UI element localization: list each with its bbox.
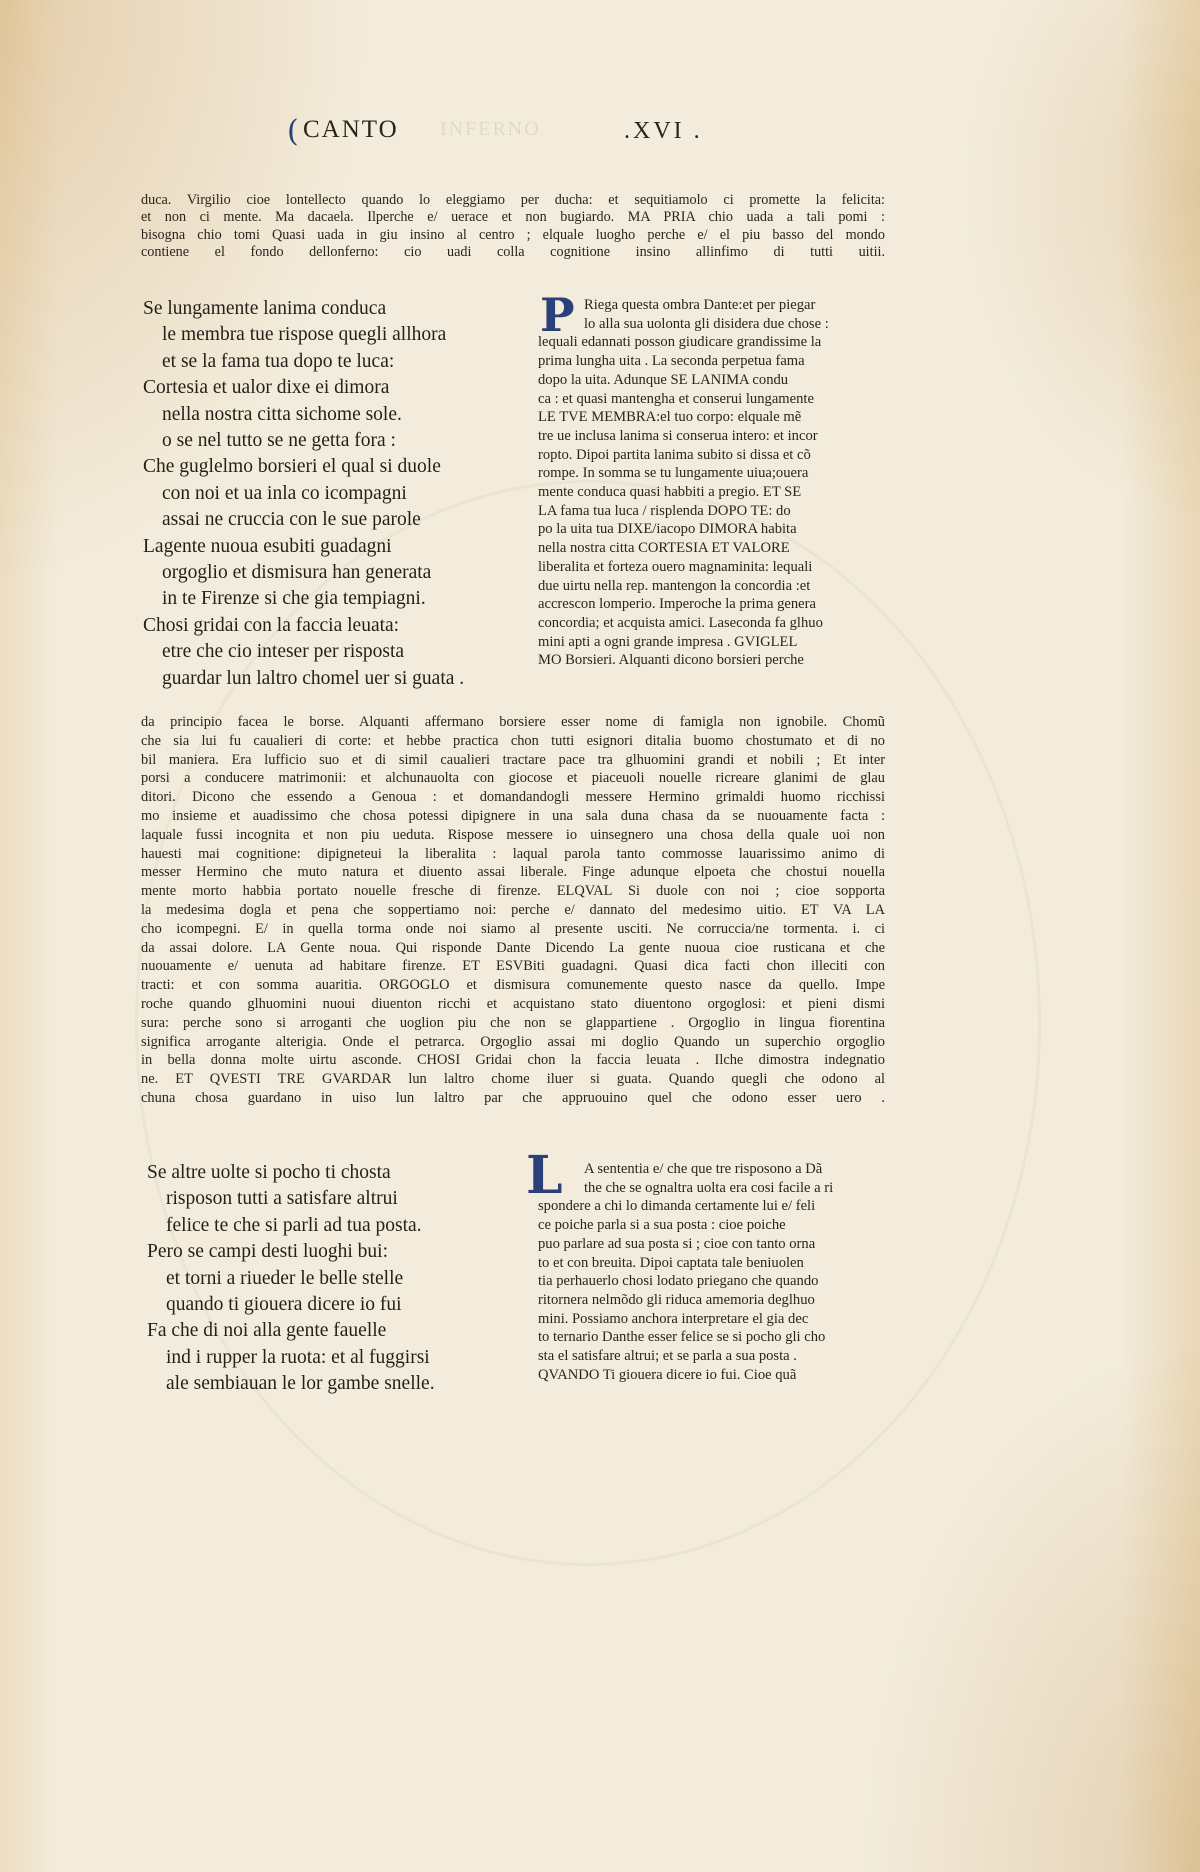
- text-line: mente morto habbia portato nouelle fresche di firenze. ELQVAL Si duole con noi ; cioe sopporta: [141, 883, 885, 900]
- intro-commentary: [141, 192, 885, 261]
- verse-line: o se nel tutto se ne getta fora :: [162, 430, 396, 452]
- text-line: bil maniera. Era lufficio suo et di simil caualieri tractare pace tra glhuomini grandi et nobili ; Et inter: [141, 751, 885, 768]
- text-line: due uirtu nella rep. mantengon la concordia :et: [538, 577, 811, 594]
- text-line: in bella donna molte uirtu asconde. CHOSI Gridai chon la faccia leuata . Ilche dimostra indegnatio: [141, 1052, 885, 1069]
- verse-line: in te Firenze si che gia tempiagni.: [162, 588, 426, 610]
- text-line: LA fama tua luca / risplenda DOPO TE: do: [538, 502, 791, 519]
- text-line: hauesti mai cognitione: dipignetеui la liberalita : laqual parola tanto commosse lauarissimo animo di: [141, 845, 885, 862]
- commentary-column-1: [538, 296, 886, 670]
- verse-line: Se lungamente lanima conduca: [143, 298, 387, 319]
- verse-line: Se altre uolte si pocho ti chosta: [147, 1162, 391, 1183]
- verse-line: orgoglio et dismisura han generata: [162, 562, 432, 584]
- text-line: prima lungha uita . La seconda perpetua fama: [538, 353, 805, 370]
- text-line: lequali edannati posson giudicare grandissime la: [538, 334, 822, 351]
- verse-line: etre che cio intesеr per risposta: [162, 641, 405, 663]
- text-line: spondere a chi lo dimanda certamente lui e/ feli: [538, 1198, 816, 1215]
- text-line: liberalita et forteza ouero magnaminita: lequali: [538, 558, 813, 575]
- text-line: mente conduca quasi habbiti a pregio. ET SE: [538, 484, 802, 501]
- full-width-commentary: [141, 713, 885, 1108]
- verse-line: nella nostra citta sichome sole.: [162, 403, 402, 425]
- text-line: bisogna chio tomi Quasi uada in giu insino al centro ; elquale luogho perche e/ el piu basso del mondo: [141, 226, 885, 243]
- text-line: Riega questa ombra Dante:et per piegar: [584, 297, 816, 313]
- verse-line: ale sembiauan le lor gambe snelle.: [166, 1373, 435, 1395]
- text-line: et non ci mente. Ma dacaela. Ilperche e/ uerace et non bugiardo. MA PRIA chio uada a tali pomi :: [141, 209, 885, 226]
- text-line: puo parlare ad sua posta si ; cioe con tanto orna: [538, 1235, 816, 1252]
- text-line: MO Borsieri. Alquanti dicono borsieri perche: [538, 652, 804, 669]
- verse-line: Cortesia et ualor dixe ei dimora: [143, 377, 390, 399]
- verse-line: felice te che si parli ad tua posta.: [166, 1214, 422, 1236]
- text-line: mo insieme et auadissimo che chosa potessi dipignere in una sala duna chasa da se nuouamente facta :: [141, 807, 885, 824]
- text-line: sura: perche sono si arroganti che uoglion piu che non se glappartiene . Orgoglio in lingua fiorentina: [141, 1014, 885, 1031]
- verse-line: Lagente nuoua esubiti guadagni: [143, 535, 392, 557]
- text-line: porsi a conducere matrimonii: et alchunauolta con giocose et piaceuoli nouelle ricreare glanimi de glau: [141, 770, 885, 787]
- text-line: contiene el fondo dellonferno: cio uadi colla cognitione insino allinfimo di tutti uitii.: [141, 243, 885, 260]
- text-line: la medesima dogla et pena che soppertiamo noi: perche e/ dannato del medesimo uitio. ET VA LA: [141, 901, 885, 918]
- verse-line: Pero se campi desti luoghi bui:: [147, 1241, 389, 1263]
- text-line: accrescon lomperio. Imperoche la prima genera: [538, 596, 816, 613]
- verse-line: risposon tutti a satisfare altrui: [166, 1188, 398, 1210]
- commentary-column-2: [538, 1160, 886, 1384]
- text-line: rompe. In somma se tu lungamente uiua;ouera: [538, 465, 809, 482]
- text-line: chuna chosa guardano in uiso lun laltro par che appruouino quel che odono esser uero .: [141, 1089, 885, 1106]
- text-line: nella nostra citta CORTESIA ET VALORE: [538, 540, 790, 557]
- text-line: to et con breuita. Dipoi captata tale beniuolen: [538, 1254, 804, 1271]
- text-line: tre ue inclusa lanima si conserua intero: et incor: [538, 427, 818, 444]
- text-line: cho icompegni. E/ in quella torma onde noi siamo al presente usciti. Ne corruccia/ne tormenta. i. ci: [141, 920, 885, 937]
- show-through-text: INFERNO: [440, 118, 541, 140]
- drop-cap-l: L: [526, 1145, 563, 1206]
- text-line: tia perhauerlo chosi lodato priegano che quando: [538, 1273, 819, 1290]
- text-line: ce poiche parla si a sua posta : cioe poiche: [538, 1217, 786, 1234]
- text-line: da principio facea le borse. Alquanti affermano borsiere esser nome di famigla non ignobile. Chomũ: [141, 714, 885, 730]
- text-line: da assai dolore. LA Gente noua. Qui risponde Dante Dicendo La gente nuoua cioe rusticana et che: [141, 939, 885, 956]
- text-line: dopo la uita. Adunque SE LANIMA condu: [538, 371, 789, 388]
- verse-block-2: [147, 1160, 509, 1398]
- verse-line: et se la fama tua dopo te luca:: [162, 350, 395, 372]
- verse-line: Fa che di noi alla gente fauelle: [147, 1320, 387, 1342]
- text-line: po la uita tua DIXE/iacopo DIMORA habita: [538, 521, 797, 538]
- folio-number: .XVI .: [624, 118, 703, 144]
- verse-line: guardar lun laltro chomel uer si guata .: [162, 667, 465, 689]
- text-line: ropto. Dipoi partita lanima subito si dissa et cõ: [538, 446, 811, 463]
- text-line: laquale fussi incognita et non piu ueduta. Risposе messere io uinsegnero una chosa della quale uoi non: [141, 826, 885, 843]
- text-line: nuouamente e/ uenuta ad habitare firenze. ET ESVBiti guadagni. Quasi dica facti chon illeciti con: [141, 958, 885, 975]
- text-line: A sententia e/ che que tre risposono a Dã: [584, 1161, 823, 1177]
- verse-block-1: [143, 296, 515, 692]
- verse-line: Che guglelmo borsieri el qual si duole: [143, 456, 441, 478]
- text-line: che sia lui fu caualieri di corte: et hebbe practica chon tutti esignori ditalia buomo chostumato et di no: [141, 732, 885, 749]
- verse-line: et torni a riueder le belle stelle: [166, 1267, 404, 1289]
- verse-line: quando ti giouera dicere io fui: [166, 1294, 402, 1316]
- text-line: QVANDO Ti giouera dicere io fui. Cioe quã: [538, 1366, 797, 1383]
- drop-cap-p: P: [540, 288, 575, 342]
- text-line: the che se ognaltra uolta era cosi facile a ri: [584, 1179, 834, 1196]
- paragraph-mark: (: [287, 114, 299, 149]
- verse-line: ind i rupper la ruota: et al fuggirsi: [166, 1346, 430, 1368]
- text-line: ditori. Dicono che essendo a Genoua : et domandandogli messere Hermino grimaldi huomo ricchissi: [141, 789, 885, 806]
- text-line: ne. ET QVESTI TRE GVARDAR lun laltro chome iluer si guata. Quando quegli che odono al: [141, 1071, 885, 1088]
- text-line: ca : et quasi mantengha et conserui lungamente: [538, 390, 814, 407]
- verse-line: assai ne cruccia con le sue parole: [162, 509, 421, 531]
- canto-heading: CANTO: [303, 116, 399, 143]
- text-line: concordia; et acquista amici. Laseconda fa glhuo: [538, 614, 823, 631]
- text-line: tracti: et con somma auaritia. ORGOGLO et dismisura comunemente questo nasce da quello. Impe: [141, 977, 885, 994]
- text-line: LE TVE MEMBRA:el tuo corpo: elquale mẽ: [538, 409, 802, 426]
- text-line: messer Hermino che muto natura et diuento assai liberale. Finge adunque elpoeta che chostui nouella: [141, 864, 885, 881]
- text-line: mini. Possiamo anchora interpretare el gia dec: [538, 1310, 809, 1327]
- text-line: to ternario Danthe esser felice se si pocho gli cho: [538, 1329, 826, 1346]
- text-line: duca. Virgilio cioe lontellecto quando lo eleggiamo per ducha: et sequitiamolo ci promette la felicita:: [141, 192, 885, 208]
- text-line: mini apti a ogni grande impresa . GVIGLEL: [538, 633, 798, 650]
- page-header: [0, 112, 1200, 152]
- text-line: ritornera nelmõdo gli riduca amemoria deglhuo: [538, 1291, 815, 1308]
- text-line: significa arrogante alterigia. Onde el petrarca. Orgoglio assai mi doglio Quando un superchio orgoglio: [141, 1033, 885, 1050]
- verse-line: Chosi gridai con la faccia leuata:: [143, 614, 400, 636]
- text-line: sta el satisfare altrui; et se parla a sua posta .: [538, 1348, 797, 1365]
- verse-line: le membra tue risposе quegli allhora: [162, 324, 447, 346]
- verse-line: con noi et ua inla co icompagni: [162, 482, 407, 504]
- text-line: roche quando glhuomini nuoui diuenton ricchi et acquistano stato diuentono orgoglosi: et pieni dismi: [141, 995, 885, 1012]
- text-line: lo alla sua uolonta gli disidera due chose :: [584, 315, 829, 332]
